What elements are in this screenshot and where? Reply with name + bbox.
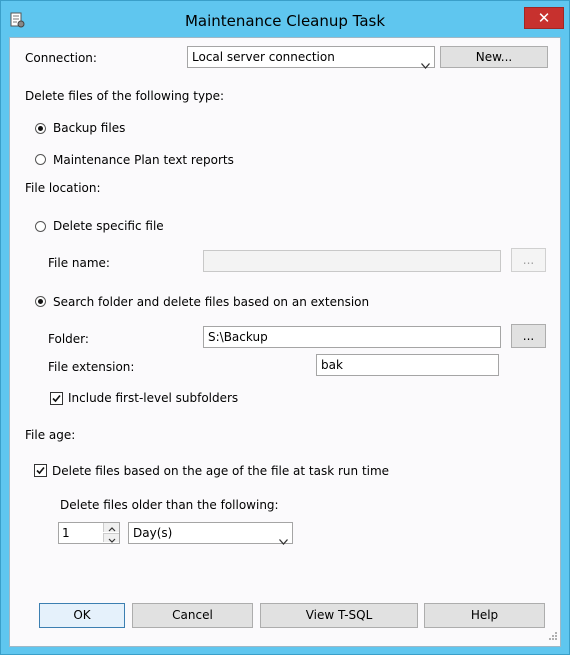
search-folder-radio[interactable] — [35, 296, 46, 307]
window-title: Maintenance Cleanup Task — [184, 12, 386, 30]
file-location-heading: File location: — [25, 181, 101, 195]
delete-specific-file-radio[interactable] — [35, 221, 46, 232]
folder-label: Folder: — [48, 332, 89, 346]
file-age-heading: File age: — [25, 428, 76, 442]
age-amount-value: 1 — [62, 526, 70, 540]
file-name-label: File name: — [48, 256, 110, 270]
connection-value: Local server connection — [192, 50, 335, 64]
text-reports-label[interactable]: Maintenance Plan text reports — [53, 153, 234, 167]
delete-by-age-label[interactable]: Delete files based on the age of the file at task run time — [52, 464, 390, 478]
backup-files-radio[interactable] — [35, 123, 46, 134]
file-name-input[interactable] — [203, 250, 501, 272]
delete-type-heading: Delete files of the following type: — [25, 89, 225, 103]
folder-browse-button[interactable]: ... — [511, 324, 546, 348]
help-button[interactable]: Help — [424, 603, 545, 628]
file-extension-label: File extension: — [48, 360, 135, 374]
delete-by-age-checkbox[interactable] — [34, 464, 47, 477]
file-name-browse-button[interactable]: ... — [511, 248, 546, 272]
delete-specific-file-label[interactable]: Delete specific file — [53, 219, 164, 233]
chevron-down-icon — [421, 55, 430, 75]
backup-files-label[interactable]: Backup files — [53, 121, 126, 135]
file-extension-input[interactable]: bak — [316, 354, 499, 376]
dialog-content — [9, 37, 561, 647]
text-reports-radio[interactable] — [35, 154, 46, 165]
spin-down-button[interactable] — [103, 533, 119, 542]
checkmark-icon — [36, 466, 45, 475]
folder-input[interactable]: S:\Backup — [203, 326, 501, 348]
age-amount-spinner[interactable] — [58, 522, 120, 544]
ok-button[interactable]: OK — [39, 603, 125, 628]
view-tsql-button[interactable]: View T-SQL — [260, 603, 418, 628]
older-than-label: Delete files older than the following: — [60, 498, 279, 512]
title-bar[interactable] — [1, 1, 569, 37]
connection-label: Connection: — [25, 51, 97, 65]
chevron-down-icon — [104, 536, 120, 545]
new-connection-button[interactable]: New... — [440, 46, 548, 68]
chevron-down-icon — [279, 531, 288, 551]
cancel-button[interactable]: Cancel — [132, 603, 253, 628]
spin-up-button[interactable] — [103, 523, 119, 532]
resize-grip-icon[interactable] — [548, 630, 558, 644]
age-unit-dropdown[interactable] — [128, 522, 293, 544]
include-subfolders-label[interactable]: Include first-level subfolders — [68, 391, 239, 405]
search-folder-label[interactable]: Search folder and delete files based on an extension — [53, 295, 370, 309]
connection-dropdown[interactable] — [187, 46, 435, 68]
checkmark-icon — [52, 394, 61, 403]
include-subfolders-checkbox[interactable] — [50, 392, 63, 405]
close-button[interactable]: ✕ — [524, 7, 564, 29]
age-unit-value: Day(s) — [133, 526, 173, 540]
